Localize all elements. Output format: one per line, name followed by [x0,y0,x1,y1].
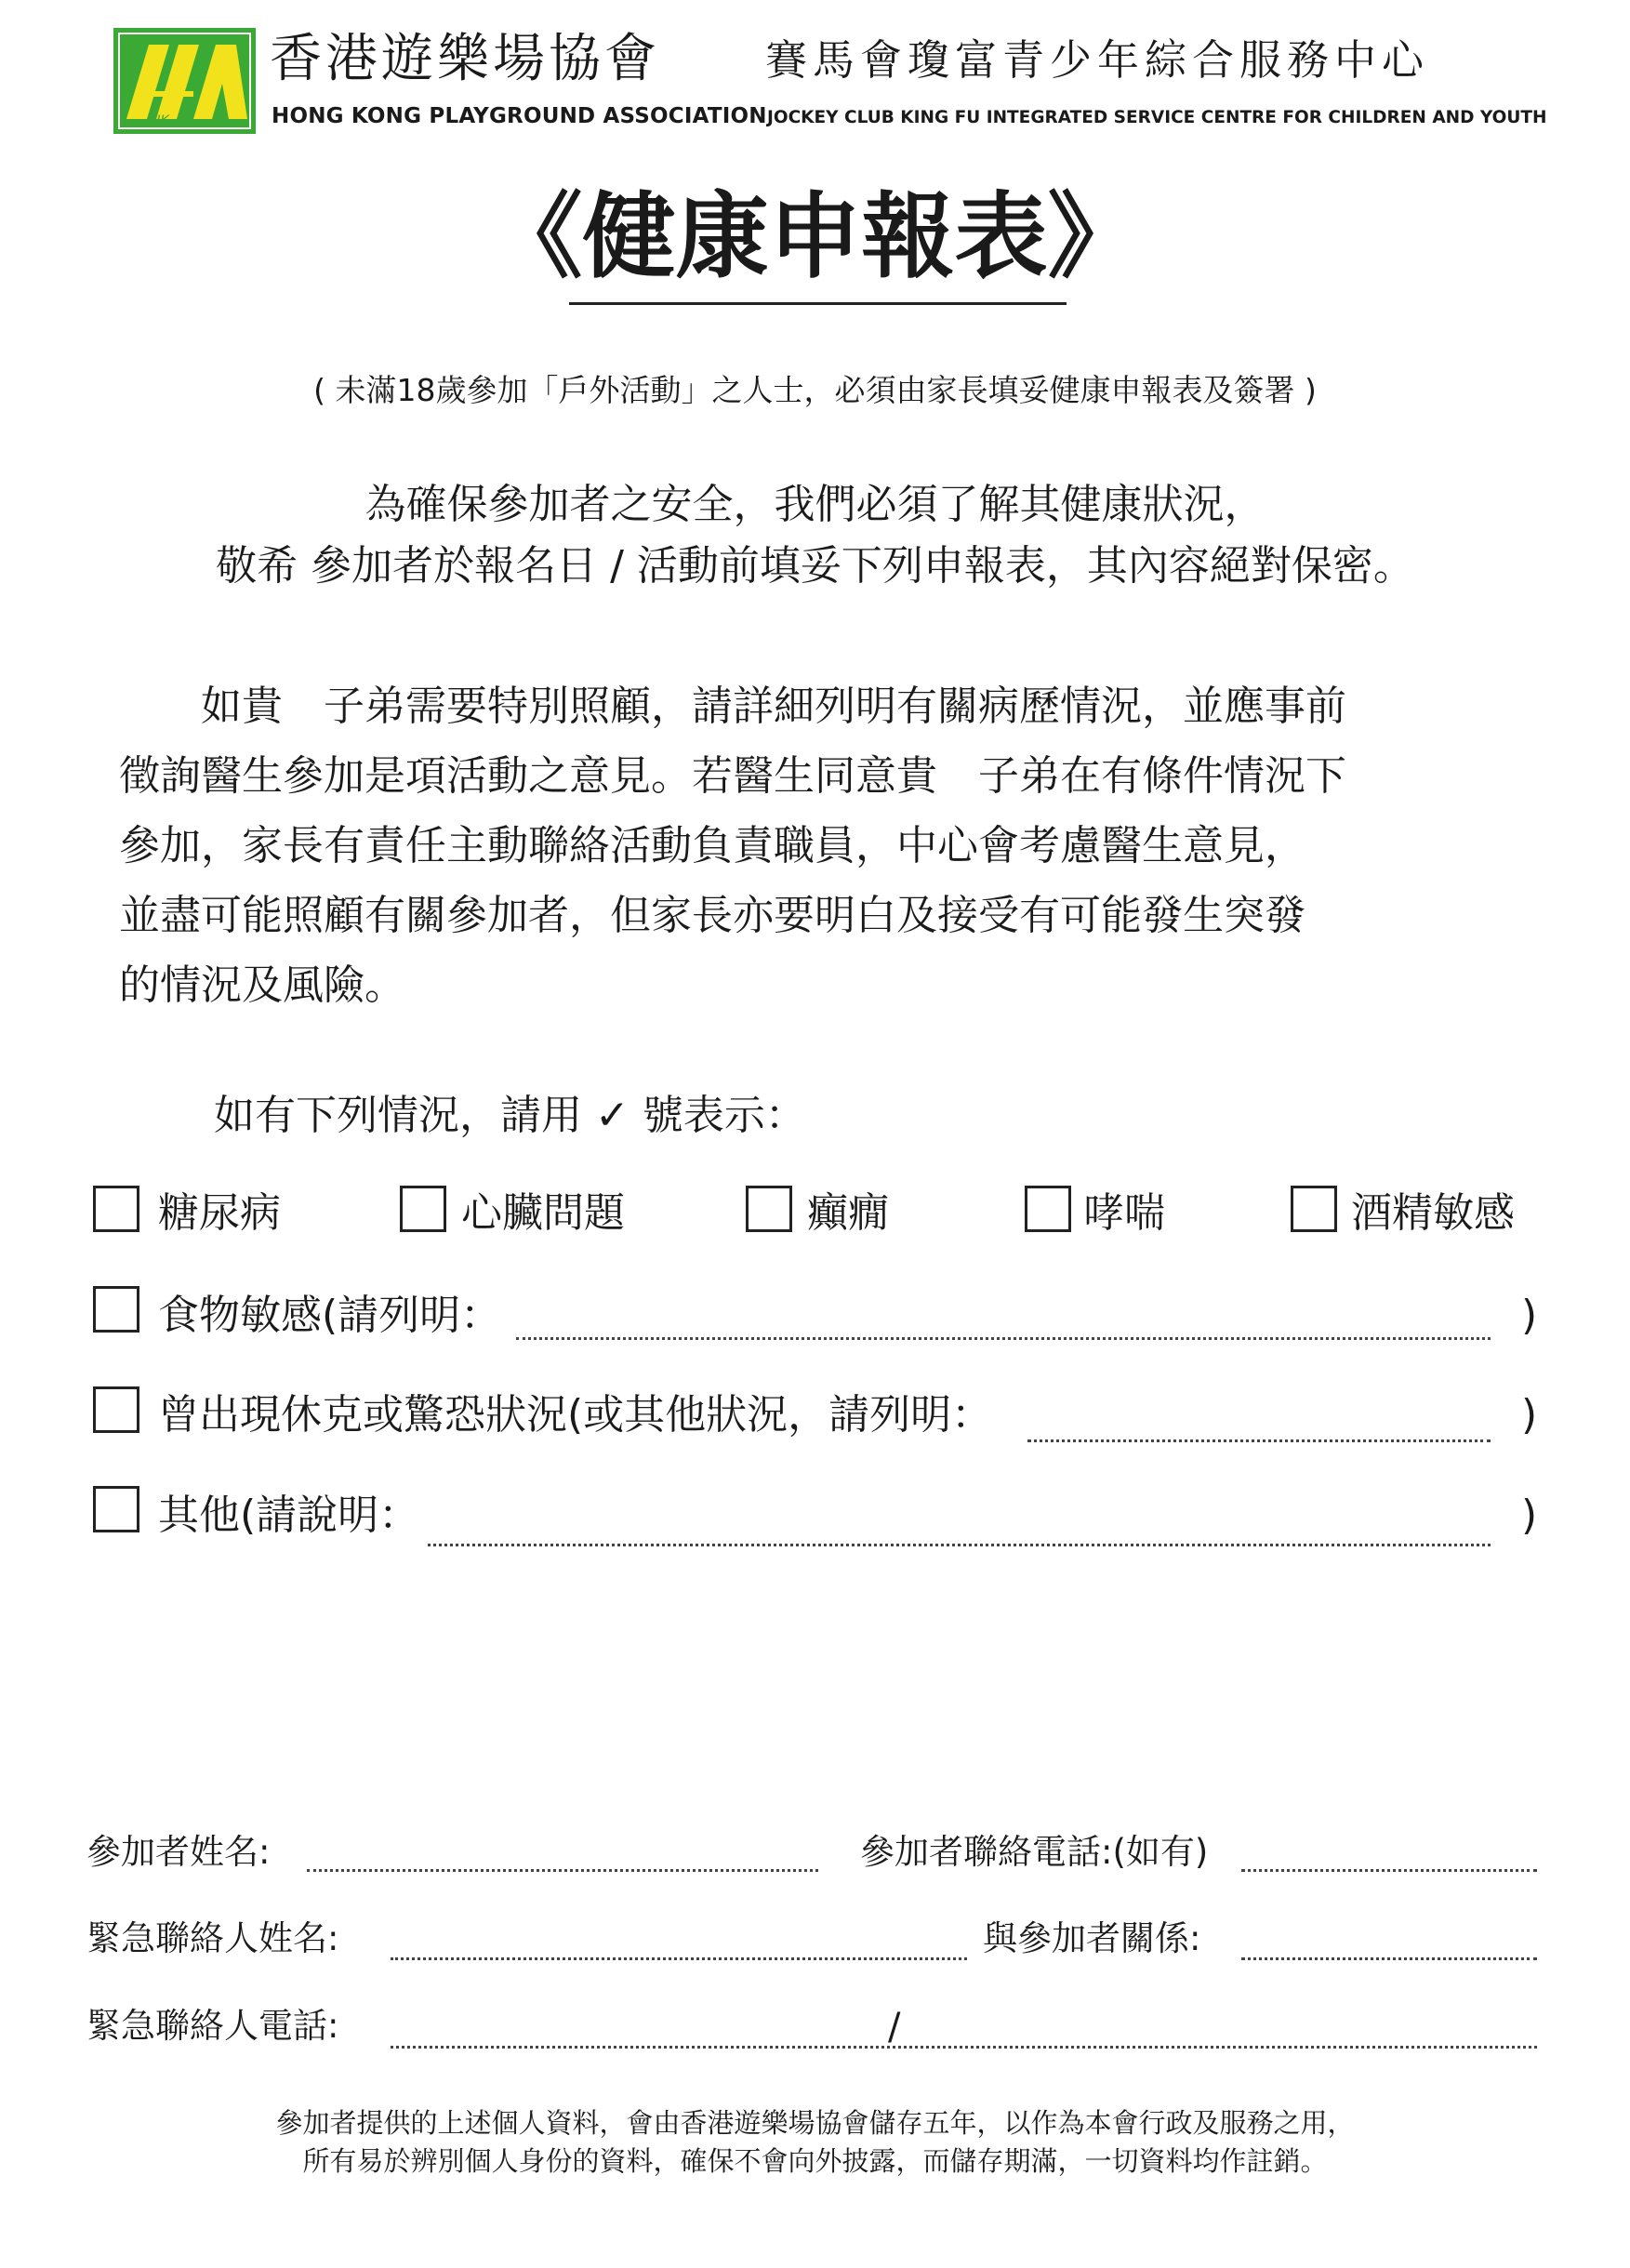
instructions-paragraph [119,671,1532,1020]
phone-separator: / [888,2006,901,2049]
checkbox-alcohol-allergy[interactable] [1291,1186,1337,1232]
label-participant-phone: 參加者聯絡電話:(如有) [860,1832,1209,1872]
checkbox-heart-problem[interactable] [400,1186,446,1232]
page-title: 《健康申報表》 [489,182,1141,291]
intro-line: 為確保參加者之安全，我們必須了解其健康狀況， [364,481,1266,528]
label-emergency-name: 緊急聯絡人姓名: [86,1918,339,1958]
participant-phone-field[interactable] [1241,1869,1537,1872]
label-shock: 曾出現休克或驚恐狀況(或其他狀況，請列明： [158,1391,993,1439]
close-paren: ) [1521,1391,1538,1439]
footer-line: 參加者提供的上述個人資料，會由香港遊樂場協會儲存五年，以作為本會行政及服務之用， [275,2107,1355,2139]
label-diabetes: 糖尿病 [158,1189,281,1237]
paragraph-line: 並盡可能照顧有關參加者，但家長亦要明白及接受有可能發生突發 [119,892,1305,939]
close-paren: ) [1521,1292,1538,1339]
logo-hk-text: HK [151,113,169,128]
subtitle-note: ( 未滿18歲參加「戶外活動」之人士，必須由家長填妥健康申報表及簽署 ) [313,372,1317,408]
prompt-text: 如有下列情況，請用 [214,1092,582,1139]
check-mark-icon: ✓ [595,1092,629,1139]
checkbox-other[interactable] [93,1486,139,1532]
label-heart-problem: 心臟問題 [461,1189,625,1237]
label-participant-name: 參加者姓名: [86,1832,271,1872]
other-details-field[interactable] [428,1544,1491,1546]
hkpa-logo [113,28,256,134]
centre-name-en: JOCKEY CLUB KING FU INTEGRATED SERVICE CENTRE FOR CHILDREN AND YOUTH [767,108,1547,127]
paragraph-line: 徵詢醫生參加是項活動之意見。若醫生同意貴 子弟在有條件情況下 [119,752,1346,800]
intro-text [0,474,1630,597]
paragraph-line: 的情況及風險。 [119,962,405,1009]
footer-line: 所有易於辨別個人身份的資料，確保不會向外披露，而儲存期滿，一切資料均作註銷。 [302,2145,1328,2177]
participant-name-field[interactable] [307,1869,818,1872]
food-allergy-details-field[interactable] [516,1337,1491,1340]
centre-name-zh: 賽馬會瓊富青少年綜合服務中心 [765,35,1430,85]
checkbox-epilepsy[interactable] [746,1186,792,1232]
label-other: 其他(請說明： [158,1492,420,1539]
checkbox-diabetes[interactable] [93,1186,139,1232]
checkbox-prompt [214,1081,806,1141]
label-epilepsy: 癲癇 [807,1189,889,1237]
paragraph-line: 如貴 子弟需要特別照顧，請詳細列明有關病歷情況，並應事前 [119,683,1346,730]
intro-line: 敬希 參加者於報名日 / 活動前填妥下列申報表，其內容絕對保密。 [216,542,1414,590]
shock-details-field[interactable] [1027,1439,1491,1442]
label-alcohol-allergy: 酒精敏感 [1351,1189,1515,1237]
emergency-phone-field[interactable] [391,2046,1537,2049]
checkbox-food-allergy[interactable] [93,1286,139,1333]
checkbox-shock[interactable] [93,1386,139,1433]
title-underline [569,302,1067,305]
emergency-name-field[interactable] [391,1957,967,1960]
close-paren: ) [1521,1492,1538,1539]
checkbox-asthma[interactable] [1025,1186,1071,1232]
org-name-en: HONG KONG PLAYGROUND ASSOCIATION [272,104,767,128]
relationship-field[interactable] [1241,1957,1537,1960]
org-name-zh: 香港遊樂場協會 [270,29,660,89]
label-emergency-phone: 緊急聯絡人電話: [86,2006,339,2046]
paragraph-line: 參加，家長有責任主動聯絡活動負責職員，中心會考慮醫生意見， [119,822,1305,869]
label-asthma: 哮喘 [1083,1189,1165,1237]
prompt-text: 號表示： [642,1092,806,1139]
privacy-notice [0,2104,1630,2181]
label-food-allergy: 食物敏感(請列明： [158,1292,502,1339]
label-relationship: 與參加者關係: [983,1918,1201,1958]
